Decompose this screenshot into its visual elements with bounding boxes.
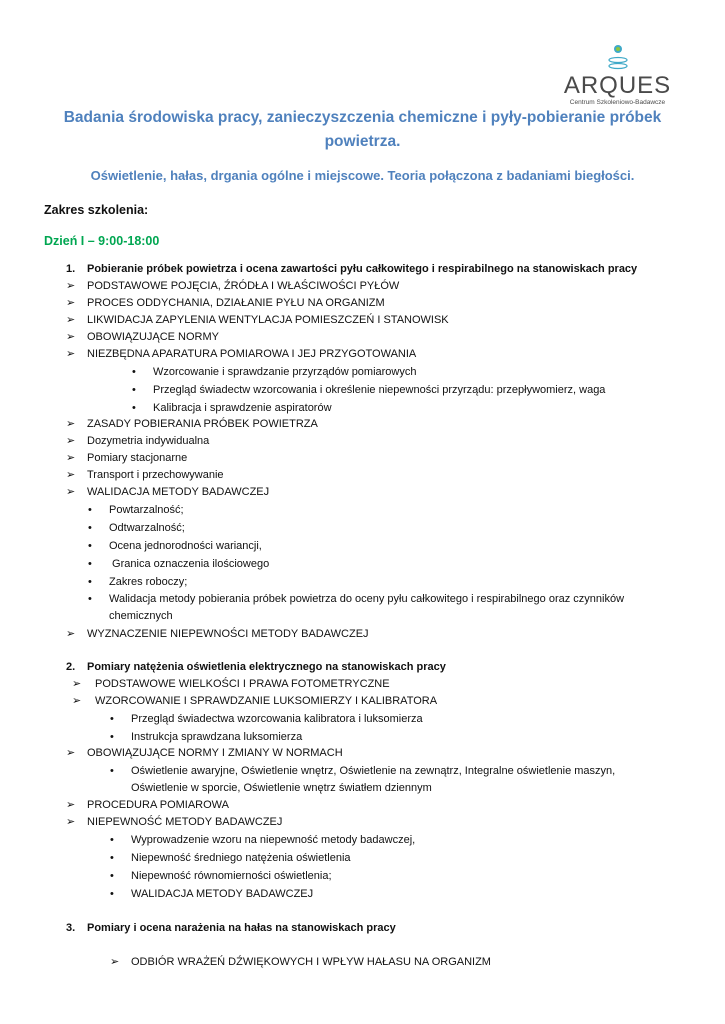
arrow-bullet-icon: ➢ — [66, 747, 76, 759]
bullet-icon: • — [132, 384, 136, 396]
arrow-bullet-icon: ➢ — [66, 314, 76, 326]
bullet-icon: • — [110, 731, 114, 743]
bullet-icon: • — [110, 870, 114, 882]
bullet-icon: • — [88, 558, 92, 570]
arrow-bullet-icon: ➢ — [66, 452, 76, 464]
bullet-icon: • — [110, 765, 114, 777]
arrow-bullet-icon: ➢ — [66, 280, 76, 292]
arrow-bullet-icon: ➢ — [72, 695, 82, 707]
arrow-bullet-icon: ➢ — [110, 956, 120, 968]
logo-drop-icon — [608, 42, 628, 74]
bullet-icon: • — [110, 888, 114, 900]
arrow-bullet-icon: ➢ — [66, 628, 76, 640]
logo-wordmark: ARQUES — [563, 72, 672, 99]
bullet-icon: • — [88, 522, 92, 534]
section-title: Pomiary natężenia oświetlenia elektrycznego na stanowiskach pracy — [87, 661, 446, 673]
section-title: Pomiary i ocena narażenia na hałas na stanowiskach pracy — [87, 922, 396, 934]
arques-logo — [560, 42, 675, 110]
bullet-icon: • — [88, 576, 92, 588]
arrow-bullet-icon: ➢ — [66, 816, 76, 828]
arrow-bullet-icon: ➢ — [66, 297, 76, 309]
arrow-bullet-icon: ➢ — [66, 435, 76, 447]
section-title: Pobieranie próbek powietrza i ocena zawartości pyłu całkowitego i respirabilnego na stanowiskach pracy — [87, 263, 638, 275]
section-number: 3. — [66, 922, 76, 934]
arrow-bullet-icon: ➢ — [72, 678, 82, 690]
scope-heading: Zakres szkolenia: — [44, 203, 149, 217]
bullet-icon: • — [132, 402, 136, 414]
bullet-icon: • — [88, 540, 92, 552]
bullet-icon: • — [132, 366, 136, 378]
logo-subtitle: Centrum Szkoleniowo-Badawcze — [569, 99, 666, 106]
bullet-icon: • — [110, 713, 114, 725]
arrow-bullet-icon: ➢ — [66, 418, 76, 430]
section-number: 1. — [66, 263, 76, 275]
bullet-icon: • — [110, 834, 114, 846]
bullet-icon: • — [88, 504, 92, 516]
arrow-bullet-icon: ➢ — [66, 799, 76, 811]
arrow-bullet-icon: ➢ — [66, 486, 76, 498]
arrow-bullet-icon: ➢ — [66, 331, 76, 343]
arrow-bullet-icon: ➢ — [66, 469, 76, 481]
bullet-icon: • — [110, 852, 114, 864]
arrow-bullet-icon: ➢ — [66, 348, 76, 360]
bullet-icon: • — [88, 593, 92, 605]
document-title: Badania środowiska pracy, zanieczyszczenia chemiczne i pyły-pobieranie próbek powietrza. — [63, 109, 662, 150]
document-subtitle: Oświetlenie, hałas, drgania ogólne i miejscowe. Teoria połączona z badaniami biegłości. — [90, 168, 635, 183]
day-heading: Dzień I – 9:00-18:00 — [44, 234, 160, 248]
section-number: 2. — [66, 661, 76, 673]
